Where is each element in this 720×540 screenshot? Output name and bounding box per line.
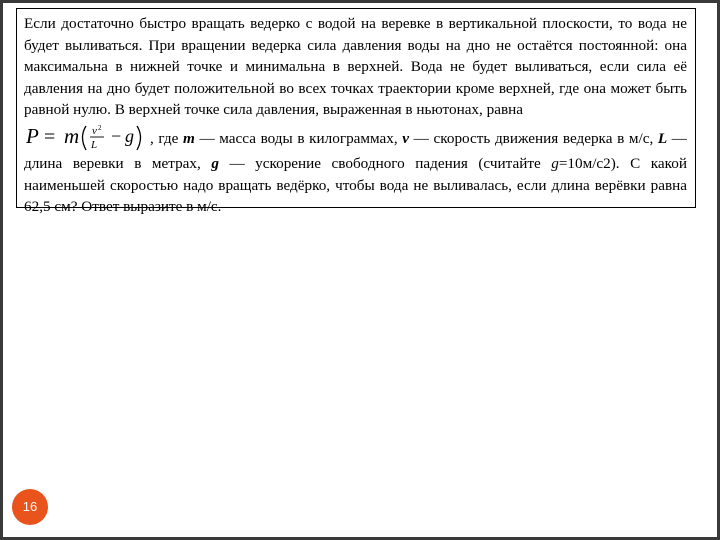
problem-tail: =10м/с2). С какой наименьшей скоростью надо вращать ведёрко, чтобы вода не выливалась, если длина верёвки равна 62,5 см? Ответ выразите в м/с. <box>24 154 688 216</box>
problem-statement <box>24 13 687 218</box>
problem-text-box <box>16 8 696 216</box>
text-after-m: — масса воды в килограммах, <box>194 129 403 147</box>
text-after-l: — длина веревки в метрах, <box>24 129 687 172</box>
page-number-badge: 16 <box>12 489 48 525</box>
var-g-value: g <box>551 154 559 172</box>
formula-left-paren <box>83 126 87 150</box>
problem-intro: Если достаточно быстро вращать ведерко с водой на веревке в вертикальной плоскости, то вода не будет выливаться. При вращении ведерка сила давления воды на дно не остаётся постоянной: она максимальна в нижней точке и минимальна в верхней. Вода не будет выливаться, если сила её давления на дно будет положительной во всех точках траектории кроме верхней, где она может быть равной нулю. В верхней точке сила давления, выраженная в ньютонах, равна <box>24 15 687 119</box>
frame-edge-top <box>0 0 720 3</box>
formula-minus: − <box>111 125 122 146</box>
formula-m: m <box>64 123 80 148</box>
var-g: g <box>211 154 219 172</box>
formula-l: L <box>91 138 98 151</box>
text-after-g: — ускорение свободного падения (считайте <box>218 154 552 172</box>
text-after-v: — скорость движения ведерка в м/с, <box>409 129 658 147</box>
formula-equals: = <box>44 125 56 148</box>
formula-p: P <box>26 123 39 148</box>
var-v: v <box>402 129 410 147</box>
var-l: L <box>657 129 668 147</box>
formula-g: g <box>125 125 134 146</box>
formula-v: v <box>92 124 97 137</box>
frame-edge-left <box>0 0 3 540</box>
pressure-formula <box>24 121 148 153</box>
var-m: m <box>183 129 195 147</box>
text-where: , где <box>150 129 184 147</box>
formula-exp: 2 <box>98 123 102 132</box>
formula-right-paren <box>137 126 141 150</box>
